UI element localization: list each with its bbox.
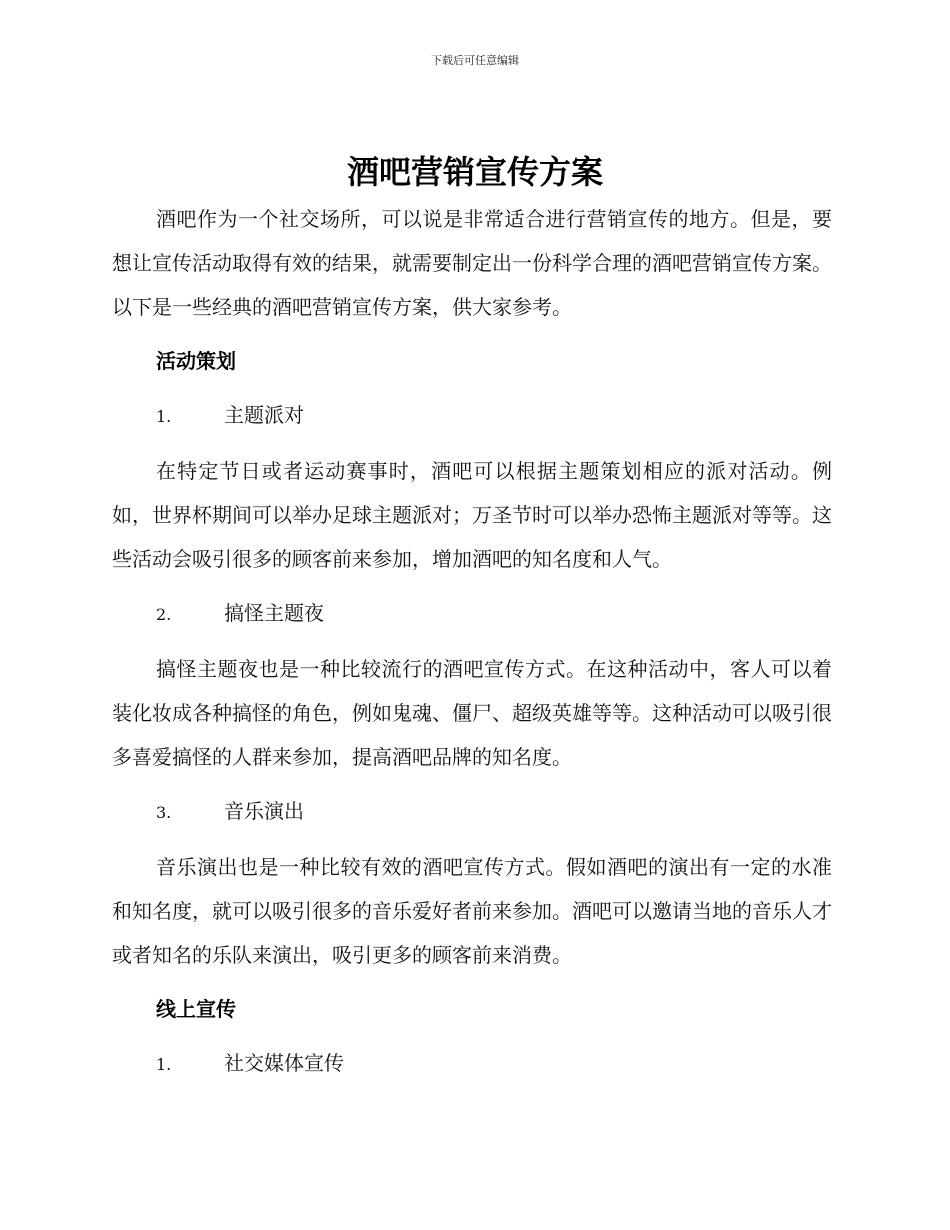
list-item-number: 1.	[156, 407, 172, 426]
list-item-music-performance	[112, 789, 832, 835]
list-item-social-media	[112, 1041, 832, 1087]
list-item-label: 搞怪主题夜	[224, 601, 324, 625]
list-item-theme-party	[112, 393, 832, 439]
intro-paragraph: 酒吧作为一个社交场所，可以说是非常适合进行营销宣传的地方。但是，要想让宣传活动取得有效的结果，就需要制定出一份科学合理的酒吧营销宣传方案。以下是一些经典的酒吧营销宣传方案，供大家参考。	[112, 207, 832, 319]
document-body	[112, 197, 832, 1087]
list-item-number: 2.	[156, 605, 172, 624]
paragraph-funny-theme-night: 搞怪主题夜也是一种比较流行的酒吧宣传方式。在这种活动中，客人可以着装化妆成各种搞怪的角色，例如鬼魂、僵尸、超级英雄等等。这种活动可以吸引很多喜爱搞怪的人群来参加，提高酒吧品牌的知名度。	[112, 657, 832, 769]
page-header-note: 下载后可任意编辑	[431, 54, 519, 67]
list-item-funny-theme-night	[112, 591, 832, 637]
list-item-label: 主题派对	[224, 403, 304, 427]
document-title: 酒吧营销宣传方案	[346, 153, 603, 191]
list-item-label: 音乐演出	[224, 799, 304, 823]
section-heading-activity-planning: 活动策划	[156, 349, 236, 373]
list-item-label: 社交媒体宣传	[224, 1051, 344, 1075]
list-item-number: 1.	[156, 1055, 172, 1074]
paragraph-theme-party: 在特定节日或者运动赛事时，酒吧可以根据主题策划相应的派对活动。例如，世界杯期间可以举办足球主题派对；万圣节时可以举办恐怖主题派对等等。这些活动会吸引很多的顾客前来参加，增加酒吧的知名度和人气。	[112, 459, 832, 571]
list-item-number: 3.	[156, 803, 172, 822]
paragraph-music-performance: 音乐演出也是一种比较有效的酒吧宣传方式。假如酒吧的演出有一定的水准和知名度，就可以吸引很多的音乐爱好者前来参加。酒吧可以邀请当地的音乐人才或者知名的乐队来演出，吸引更多的顾客前来消费。	[112, 855, 832, 967]
section-heading-online-promotion: 线上宣传	[156, 997, 236, 1021]
